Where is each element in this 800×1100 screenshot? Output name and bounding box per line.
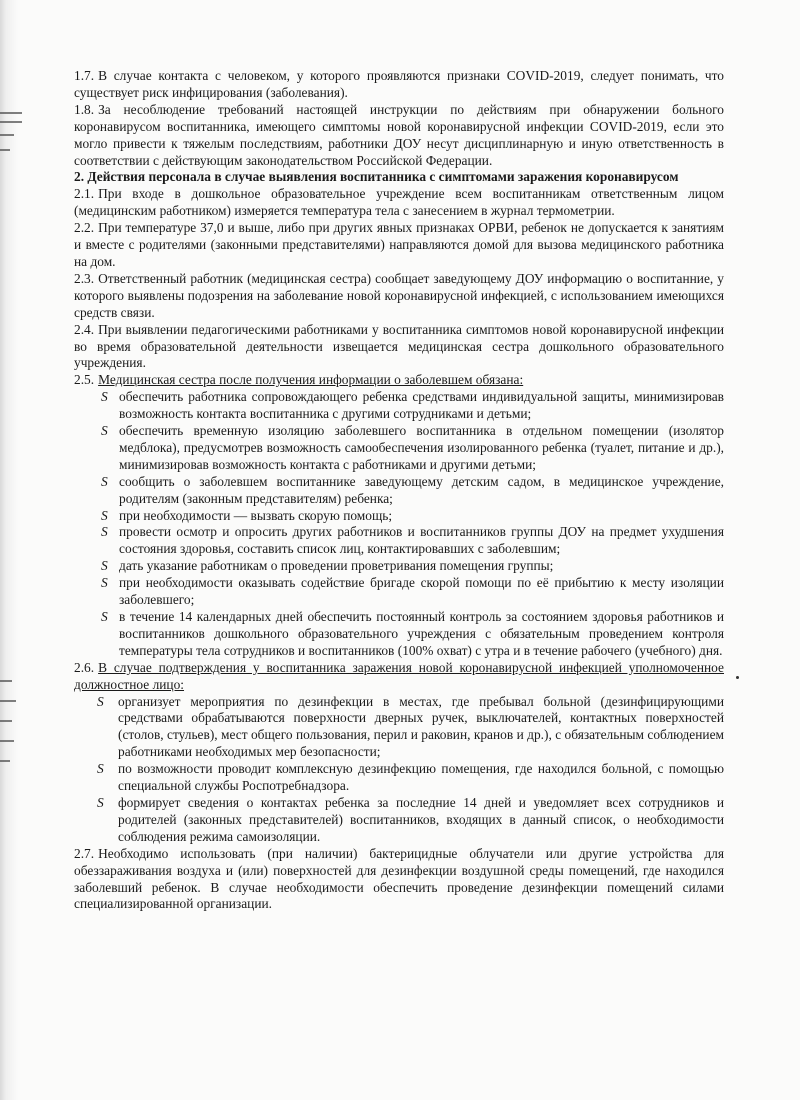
- scan-edge-mark: [0, 112, 22, 114]
- paragraph-text: Необходимо использовать (при наличии) бактерицидные облучатели или другие устройства для обеззараживания воздуха и (или) поверхностей для дезинфекции воздушной среды помещений, где находился заболевший ребенок. В случае необходимости обеспечить проведение дезинфекции помещений силами специализированной организации.: [74, 845, 724, 912]
- section-2-heading: 2. Действия персонала в случае выявления воспитанника с симптомами заражения коронавирусом: [74, 169, 679, 185]
- bullet-mark: S: [101, 575, 108, 591]
- scan-edge-mark: [0, 720, 12, 722]
- scan-edge-mark: [0, 700, 16, 702]
- paragraph-2-7: [74, 846, 724, 914]
- scan-shadow-edge: [0, 0, 18, 1100]
- scan-edge-mark: [0, 149, 10, 151]
- paragraph-text: При температуре 37,0 и выше, либо при других явных признаках ОРВИ, ребенок не допускается к занятиям и вместе с родителями (законными представителями) направляются домой для вызова медицинского работника на дом.: [74, 220, 724, 269]
- paragraph-number: 2.1.: [74, 186, 95, 202]
- bullet-mark: S: [97, 693, 104, 709]
- paragraph-number: 1.8.: [74, 101, 95, 117]
- bullet-mark: S: [101, 609, 108, 624]
- bullet-mark: S: [97, 794, 104, 810]
- scan-edge-mark: [0, 740, 14, 742]
- paragraph-number: 2.3.: [74, 270, 95, 286]
- paragraph-text: В случае контакта с человеком, у которого проявляются признаки COVID-2019, следует понимать, что существует риск инфицирования (заболевания).: [74, 68, 724, 100]
- duties-list-2-6: [74, 694, 724, 846]
- list-item-text: провести осмотр и опросить других работников и воспитанников группы ДОУ на предмет ухудшения состояния здоровья, составить список лиц, контактировавших с заболевшим;: [119, 524, 724, 557]
- duties-list-2-5: [74, 389, 724, 660]
- paragraph-2-4: [74, 322, 724, 373]
- paragraph-2-3: [74, 271, 724, 322]
- bullet-mark: S: [101, 389, 108, 405]
- list-item-text: организует мероприятия по дезинфекции в местах, где пребывал больной (дезинфицирующими средствами обрабатываются поверхности дверных ручек, выключателей, контактных поверхностей (столов, стульев), мест общего пользования, перил и раковин, кранов и др.), с обязательным соблюдением работниками необходимых мер безопасности;: [118, 693, 724, 760]
- list-item-text: при необходимости — вызвать скорую помощь;: [119, 507, 393, 523]
- paragraph-number: 2.2.: [74, 220, 95, 236]
- paragraph-2-5: [74, 372, 724, 389]
- list-item: [74, 389, 724, 423]
- bullet-mark: S: [101, 558, 108, 574]
- list-item: [74, 558, 724, 575]
- paragraph-1-7: [74, 68, 724, 102]
- paragraph-number: 1.7.: [74, 68, 95, 83]
- list-item: [74, 694, 724, 762]
- list-item-text: в течение 14 календарных дней обеспечить постоянный контроль за состоянием здоровья работников и воспитанников дошкольного образовательного учреждения с обязательным проведением контроля температуры тела сотрудников и воспитанников (100% охват) с утра и в течение рабочего (учебного) дня.: [119, 609, 724, 658]
- paragraph-lead: В случае подтверждения у воспитанника заражения новой коронавирусной инфекцией уполномоченное должностное лицо:: [74, 659, 724, 692]
- bullet-mark: S: [101, 473, 108, 489]
- bullet-mark: S: [97, 761, 104, 777]
- paragraph-lead: Медицинская сестра после получения информации о заболевшем обязана:: [98, 372, 524, 388]
- scan-edge-mark: [0, 680, 12, 682]
- paragraph-2-6: [74, 660, 724, 694]
- scan-edge-mark: [0, 760, 10, 762]
- list-item-text: по возможности проводит комплексную дезинфекцию помещения, где находился больной, с помощью специальной службы Роспотребнадзора.: [118, 761, 724, 794]
- paragraph-text: При входе в дошкольное образовательное учреждение всем воспитанникам ответственным лицом (медицинским работником) измеряется температура тела с занесением в журнал термометрии.: [74, 186, 724, 219]
- paragraph-text: За несоблюдение требований настоящей инструкции по действиям при обнаружении больного коронавирусом воспитанника, имеющего симптомы новой коронавирусной инфекции COVID-2019, если это могло привести к тяжелым последствиям, работники ДОУ несут дисциплинарную и иную ответственность в соответствии с действующим законодательством Российской Федерации.: [74, 101, 724, 168]
- list-item-text: при необходимости оказывать содействие бригаде скорой помощи по её прибытию к месту изоляции заболевшего;: [119, 575, 724, 608]
- document-body: [74, 68, 724, 913]
- list-item-text: формирует сведения о контактах ребенка за последние 14 дней и уведомляет всех сотрудников и родителей (законных представителей) воспитанников, входящих в данный список, о необходимости соблюдения режима самоизоляции.: [118, 794, 724, 844]
- paragraph-text: При выявлении педагогическими работниками у воспитанника симптомов новой коронавирусной инфекции во время образовательной деятельности извещается медицинская сестра дошкольного образовательного учреждения.: [74, 321, 724, 371]
- list-item: [74, 795, 724, 846]
- list-item-text: сообщить о заболевшем воспитаннике заведующему детским садом, в медицинское учреждение, родителям (законным представителям) ребенка;: [119, 473, 724, 506]
- scan-edge-mark: [0, 121, 22, 123]
- paragraph-number: 2.7.: [74, 845, 95, 861]
- bullet-mark: S: [101, 524, 108, 540]
- list-item: [74, 609, 724, 660]
- list-item: [74, 524, 724, 558]
- paragraph-number: 2.6.: [74, 659, 95, 675]
- scan-speck: [736, 676, 739, 679]
- paragraph-2-1: [74, 186, 724, 220]
- paragraph-2-2: [74, 220, 724, 271]
- list-item-text: обеспечить работника сопровождающего ребенка средствами индивидуальной защиты, минимизировав возможность контакта воспитанника с другими сотрудниками и детьми;: [119, 389, 724, 422]
- scan-edge-mark: [0, 134, 14, 136]
- list-item-text: обеспечить временную изоляцию заболевшего воспитанника в отдельном помещении (изолятор медблока), предусмотрев возможность самообеспечения изолированного ребенка (туалет, питание и др.), минимизировав возможность контакта с работниками и другими детьми;: [119, 423, 724, 472]
- list-item: [74, 474, 724, 508]
- paragraph-1-8: [74, 102, 724, 170]
- bullet-mark: S: [101, 423, 108, 439]
- list-item: [74, 761, 724, 795]
- bullet-mark: S: [101, 507, 108, 523]
- list-item: [74, 423, 724, 474]
- paragraph-number: 2.4.: [74, 321, 95, 337]
- list-item-text: дать указание работникам о проведении проветривания помещения группы;: [119, 558, 554, 574]
- list-item: [74, 508, 724, 525]
- paragraph-number: 2.5.: [74, 372, 95, 388]
- paragraph-text: Ответственный работник (медицинская сестра) сообщает заведующему ДОУ информацию о воспитанние, у которого выявлены подозрения на заболевание новой коронавирусной инфекцией, с использованием имеющихся средств связи.: [74, 270, 724, 320]
- list-item: [74, 575, 724, 609]
